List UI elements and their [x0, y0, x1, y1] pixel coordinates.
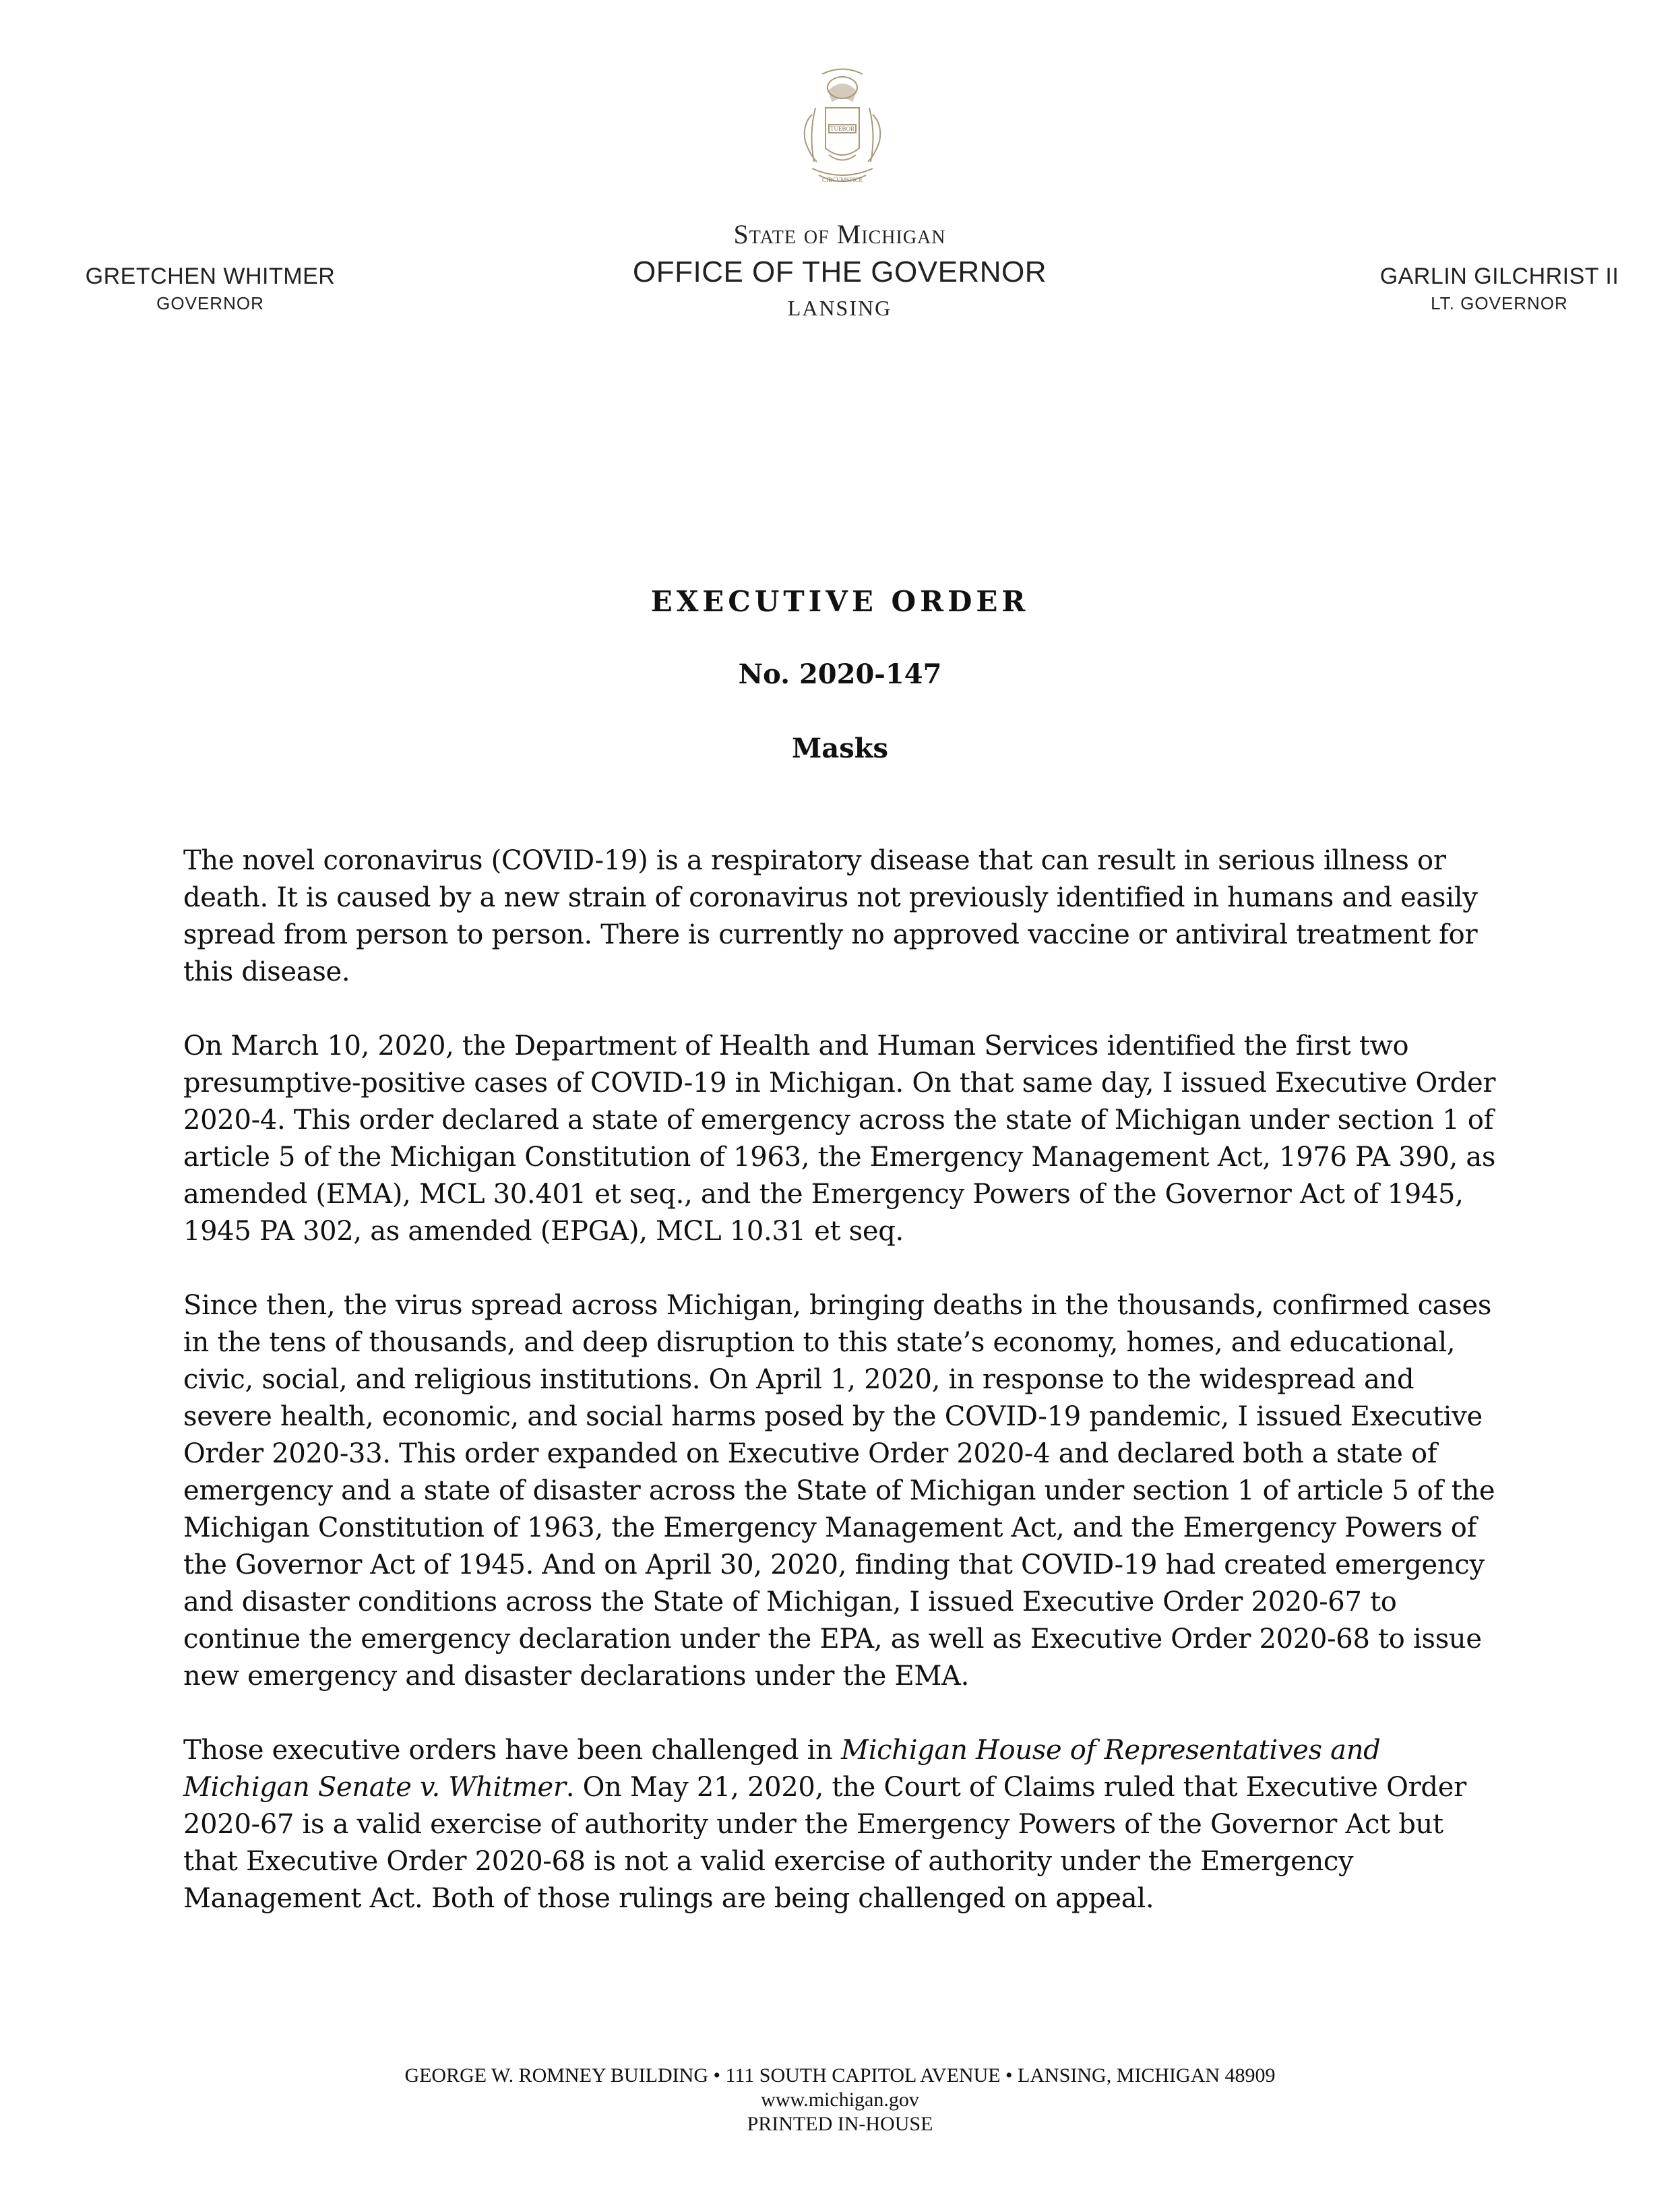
letterhead-center [570, 216, 1109, 325]
state-name: State of Michigan [733, 219, 946, 249]
office-name: OFFICE OF THE GOVERNOR [632, 255, 1047, 288]
governor-title: GOVERNOR [156, 293, 264, 313]
lt-governor-title: LT. GOVERNOR [1431, 293, 1568, 313]
body-paragraph-1: The novel coronavirus (COVID-19) is a respiratory disease that can result in serious illness or death. It is caused by a new strain of coronavirus not previously identified in humans and easily spread from person to person. There is currently no approved vaccine or antiviral treatment for this disease. [183, 845, 1478, 987]
paragraph-4-intro: Those executive orders have been challenged in [183, 1735, 842, 1766]
lt-governor-name: GARLIN GILCHRIST II [1379, 264, 1619, 289]
order-subject: Masks [792, 733, 888, 764]
body-paragraph-3: Since then, the virus spread across Michigan, bringing deaths in the thousands, confirmed cases in the tens of thousands, and deep disruption to this state’s economy, homes, and educational, civic, social, and religious institutions. On April 1, 2020, in response to the widespread and severe health, economic, and social harms posed by the COVID-19 pandemic, I issued Executive Order 2020-33. This order expanded on Executive Order 2020-4 and declared both a state of emergency and a state of disaster across the State of Michigan under section 1 of article 5 of the Michigan Constitution of 1963, the Emergency Management Act, and the Emergency Powers of the Governor Act of 1945. And on April 30, 2020, finding that COVID-19 had created emergency and disaster conditions across the State of Michigan, I issued Executive Order 2020-67 to continue the emergency declaration under the EPA, as well as Executive Order 2020-68 to issue new emergency and disaster declarations under the EMA. [183, 1290, 1495, 1692]
footer-printed-note: PRINTED IN-HOUSE [747, 2113, 933, 2135]
document-heading: EXECUTIVE ORDER [650, 585, 1030, 618]
order-number: No. 2020-147 [738, 658, 942, 690]
case-name: Michigan House of Representatives and Michigan Senate v. Whitmer [183, 1735, 1381, 1803]
city-name: LANSING [787, 296, 892, 320]
governor-name: GRETCHEN WHITMER [85, 264, 336, 289]
michigan-state-seal [775, 61, 910, 195]
letterhead-footer [0, 2064, 1680, 2136]
lt-governor-block [1355, 261, 1644, 315]
footer-website: www.michigan.gov [761, 2089, 919, 2111]
order-body [183, 842, 1504, 1954]
paragraph-4-rest: . On May 21, 2020, the Court of Claims ruled that Executive Order 2020-67 is a valid exercise of authority under the Emergency Powers of the Governor Act but that Executive Order 2020-68 is not a valid exercise of authority under the Emergency Management Act. Both of those rulings are being challenged on appeal. [183, 1772, 1466, 1914]
seal-motto-circumspice: CIRCUMSPICE [821, 177, 863, 183]
footer-address: GEORGE W. ROMNEY BUILDING • 111 SOUTH CAPITOL AVENUE • LANSING, MICHIGAN 48909 [404, 2064, 1276, 2087]
governor-block [69, 261, 352, 315]
body-paragraph-2: On March 10, 2020, the Department of Health and Human Services identified the first two presumptive-positive cases of COVID-19 in Michigan. On that same day, I issued Executive Order 2020-4. This order declared a state of emergency across the state of Michigan under section 1 of article 5 of the Michigan Constitution of 1963, the Emergency Management Act, 1976 PA 390, as amended (EMA), MCL 30.401 et seq., and the Emergency Powers of the Governor Act of 1945, 1945 PA 302, as amended (EPGA), MCL 10.31 et seq. [183, 1030, 1496, 1247]
seal-motto-tuebor: TUEBOR [830, 125, 854, 132]
body-paragraph-4 [183, 1732, 1504, 1917]
